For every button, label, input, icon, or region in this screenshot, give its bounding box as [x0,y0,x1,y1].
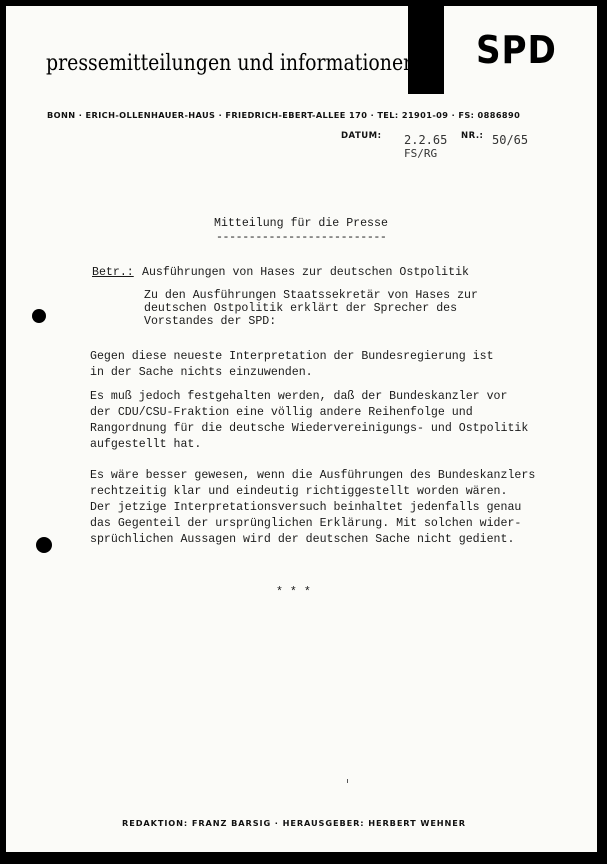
intro-paragraph: Zu den Ausführungen Staatssekretär von Hases zur deutschen Ostpolitik erklärt der Sprecher des Vorstandes der SPD: [144,289,478,328]
punch-hole-lower [36,537,52,553]
nr-label: NR.: [461,131,484,141]
paragraph-1: Gegen diese neueste Interpretation der Bundesregierung ist in der Sache nichts einzuwenden. [90,350,494,379]
subject-text: Ausführungen von Hases zur deutschen Ostpolitik [142,266,469,279]
nr-value: 50/65 [492,133,529,147]
closing-stars: * * * [276,586,311,599]
address-line: BONN · ERICH-OLLENHAUER-HAUS · FRIEDRICH-EBERT-ALLEE 170 · TEL: 21901-09 · FS: 0886890 [47,110,521,120]
paragraph-3: Es wäre besser gewesen, wenn die Ausführungen des Bundeskanzlers rechtzeitig klar und eindeutig richtiggestellt worden wären. Der jetzige Interpretationsversuch beinhaltet jedenfalls genau das Gegenteil der ursprünglichen Erklärung. Mit solchen wider- sprüchlichen Aussagen wird der deutschen Sache nicht gedient. [90,469,536,546]
spd-logo: SPD [476,28,557,72]
footer-line: REDAKTION: FRANZ BARSIG · HERAUSGEBER: HERBERT WEHNER [122,818,467,828]
header-black-bar [408,6,444,94]
masthead-title: pressemitteilungen und informationen [46,51,416,76]
document-page [6,6,597,852]
heading-underline: -------------------------- [216,231,387,244]
initials: FS/RG [404,147,438,160]
press-heading: Mitteilung für die Presse [214,217,388,230]
paragraph-2: Es muß jedoch festgehalten werden, daß der Bundeskanzler vor der CDU/CSU-Fraktion eine völlig andere Reihenfolge und Rangordnung für die deutsche Wiedervereinigungs- und Ostpolitik aufgestellt hat. [90,390,529,451]
punch-hole-upper [32,309,46,323]
datum-value: 2.2.65 [404,133,448,147]
paper-mark [347,779,348,783]
subject-label: Betr.: [92,266,134,279]
datum-label: DATUM: [341,131,382,141]
